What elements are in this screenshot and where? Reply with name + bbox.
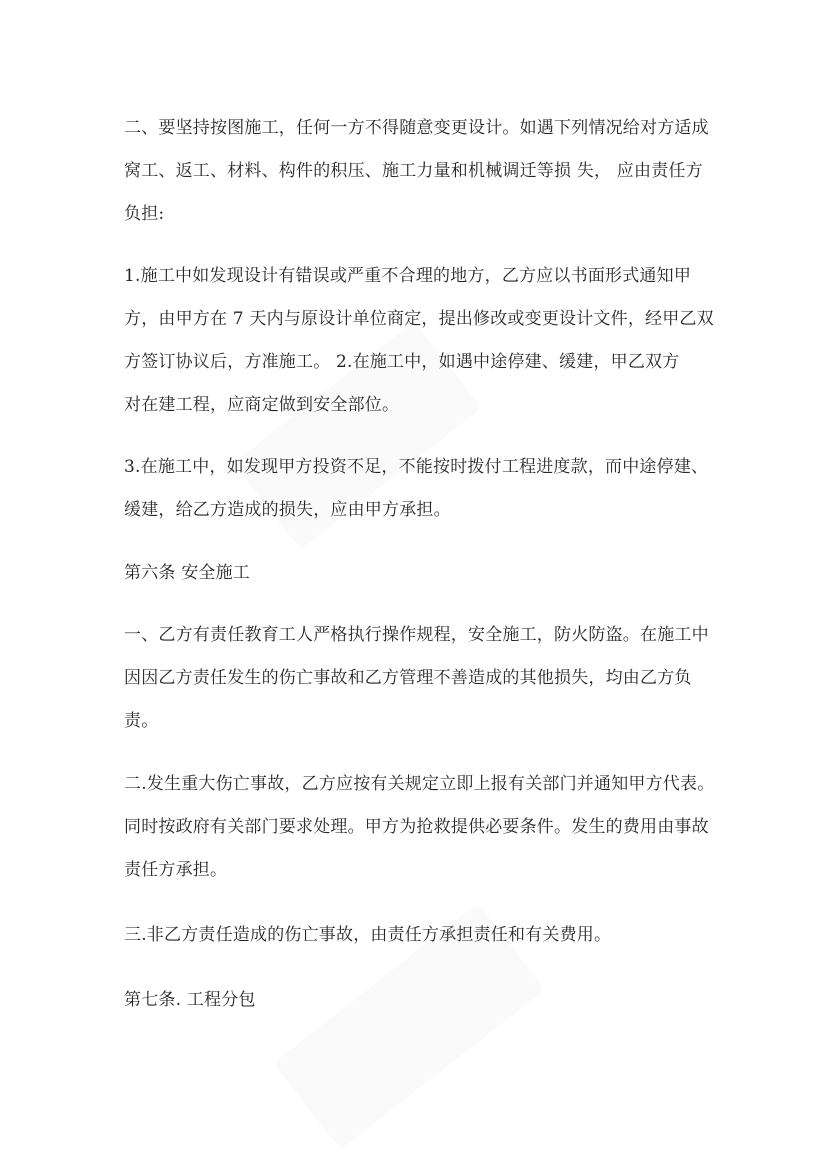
text-line: 窝工、返工、材料、构件的积压、施工力量和机械调迁等损 失， 应由责任方 [124,161,703,181]
section-heading: 第七条. 工程分包 [124,990,256,1010]
text-line: 方，由甲方在 7 天内与原设计单位商定，提出修改或变更设计文件，经甲乙双 [124,309,714,329]
text-line: 三.非乙方责任造成的伤亡事故，由责任方承担责任和有关费用。 [124,925,612,945]
text-line: 责任方承担。 [124,860,228,880]
text-line: 责。 [124,711,159,731]
text-line: 因因乙方责任发生的伤亡事故和乙方管理不善造成的其他损失，均由乙方负 [124,668,692,688]
text-line: 二.发生重大伤亡事故，乙方应按有关规定立即上报有关部门并通知甲方代表。 [124,774,715,794]
text-line: 缓建，给乙方造成的损失，应由甲方承担。 [124,500,451,520]
text-line: 对在建工程，应商定做到安全部位。 [124,395,400,415]
text-line: 3.在施工中，如发现甲方投资不足，不能按时拨付工程进度款，而中途停建、 [124,457,709,477]
section-heading: 第六条 安全施工 [124,563,251,583]
text-line: 负担: [124,204,165,224]
text-line: 方签订协议后，方准施工。 2.在施工中，如遇中途停建、缓建，甲乙双方 [124,352,680,372]
text-line: 同时按政府有关部门要求处理。甲方为抢救提供必要条件。发生的费用由事故 [124,817,709,837]
text-line: 一、乙方有责任教育工人严格执行操作规程，安全施工，防火防盗。在施工中 [124,625,709,645]
text-line: 1.施工中如发现设计有错误或严重不合理的地方，乙方应以书面形式通知甲 [124,266,692,286]
text-line: 二、要坚持按图施工，任何一方不得随意变更设计。如遇下列情况给对方适成 [124,118,709,138]
